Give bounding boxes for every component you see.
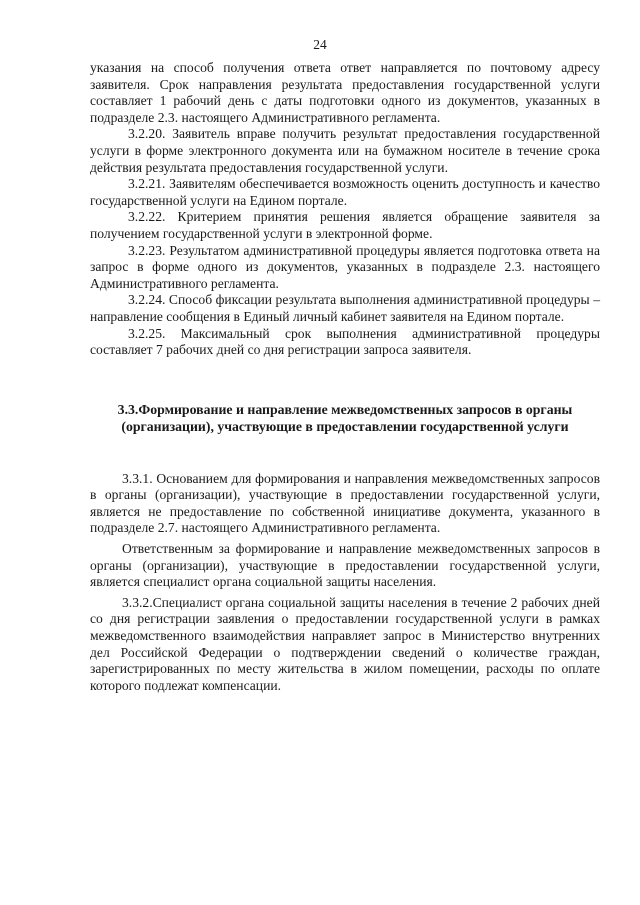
section-heading-3-3: 3.3.Формирование и направление межведомственных запросов в органы (организации), участвующие в предоставлении государственной услуги [117,401,573,434]
paragraph-3-3-2: 3.3.2.Специалист органа социальной защиты населения в течение 2 рабочих дней со дня регистрации заявления о предоставлении государственной услуги в рамках межведомственного взаимодействия направляет запрос в Министерство внутренних дел Российской Федерации о подтверждении сведений о количестве граждан, зарегистрированных по месту жительства в жилом помещении, расходы по оплате которого подлежат компенсации. [90,594,600,693]
paragraph-3-2-23: 3.2.23. Результатом административной процедуры является подготовка ответа на запрос в форме одного из документов, указанных в подразделе 2.3. настоящего Административного регламента. [90,242,600,291]
paragraph-3-2-22: 3.2.22. Критерием принятия решения является обращение заявителя за получением государственной услуги в электронной форме. [90,209,600,241]
section-3-3-content [90,471,600,695]
page-number: 24 [313,37,327,52]
paragraph-3-2-24: 3.2.24. Способ фиксации результата выполнения административной процедуры – направление сообщения в Единый личный кабинет заявителя на Едином портале. [90,292,600,324]
paragraph-continuation: указания на способ получения ответа ответ направляется по почтовому адресу заявителя. Срок направления результата предоставления государственной услуги составляет 1 рабочий день с даты подготовки одного из документов, указанных в подразделе 2.3. настоящего Административного регламента. [90,60,600,125]
paragraph-3-2-25: 3.2.25. Максимальный срок выполнения административной процедуры составляет 7 рабочих дней со дня регистрации запроса заявителя. [90,325,600,358]
paragraph-3-2-21: 3.2.21. Заявителям обеспечивается возможность оценить доступность и качество государственной услуги на Едином портале. [90,176,600,208]
paragraph-3-3-1: 3.3.1. Основанием для формирования и направления межведомственных запросов в органы (организации), участвующие в предоставлении государственной услуги, является не предоставление по собственной инициативе документа, указанного в подразделе 2.7. настоящего Административного регламента. [90,470,600,536]
paragraph-responsible: Ответственным за формирование и направление межведомственных запросов в органы (организации), участвующие в предоставлении государственной услуги, является специалист органа социальной защиты населения. [90,541,600,590]
paragraph-3-2-20: 3.2.20. Заявитель вправе получить результат предоставления государственной услуги в форме электронного документа или на бумажном носителе в течение срока действия результата предоставления государственной услуги. [90,126,600,175]
document-body [90,60,600,694]
